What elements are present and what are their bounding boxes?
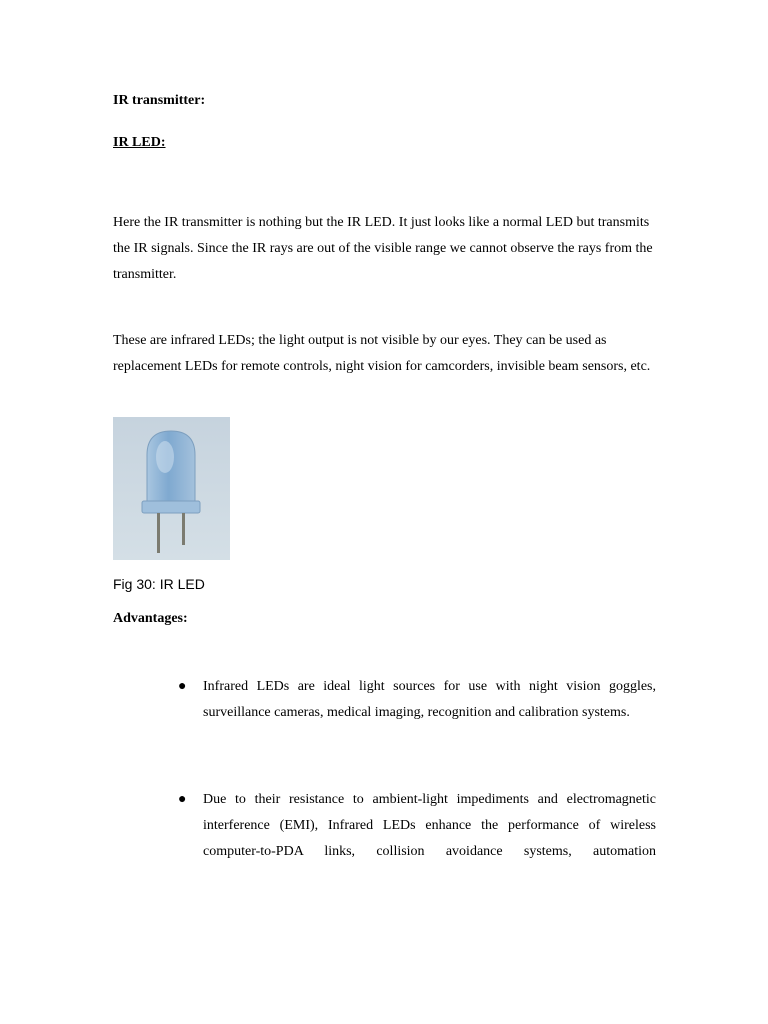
list-item-text: Due to their resistance to ambient-light impediments and electromagnetic interference (EMI), Infrared LEDs enhance the performance of wireless computer-to-PDA links, collision avoidance systems, automation	[203, 792, 656, 859]
paragraph-infrared-leds-usage: These are infrared LEDs; the light output is not visible by our eyes. They can be used as replacement LEDs for remote controls, night vision for camcorders, invisible beam sensors, etc.	[113, 333, 651, 374]
list-item	[178, 787, 656, 865]
ir-led-photo	[113, 417, 230, 560]
bullet-icon: ●	[178, 679, 187, 694]
advantages-heading: Advantages:	[113, 611, 188, 626]
bullet-icon: ●	[178, 792, 187, 807]
section-heading-ir-transmitter: IR transmitter:	[113, 93, 206, 108]
ir-led-image-icon	[113, 417, 230, 560]
figure-caption: Fig 30: IR LED	[113, 576, 205, 592]
paragraph-ir-transmitter-description: Here the IR transmitter is nothing but the IR LED. It just looks like a normal LED but transmits the IR signals. Since the IR rays are out of the visible range we cannot observe the rays from the transmitter.	[113, 215, 653, 282]
list-item-text: Infrared LEDs are ideal light sources for use with night vision goggles, surveillance cameras, medical imaging, recognition and calibration systems.	[203, 679, 656, 720]
subsection-heading-ir-led: IR LED:	[113, 135, 166, 150]
list-item	[178, 674, 656, 726]
